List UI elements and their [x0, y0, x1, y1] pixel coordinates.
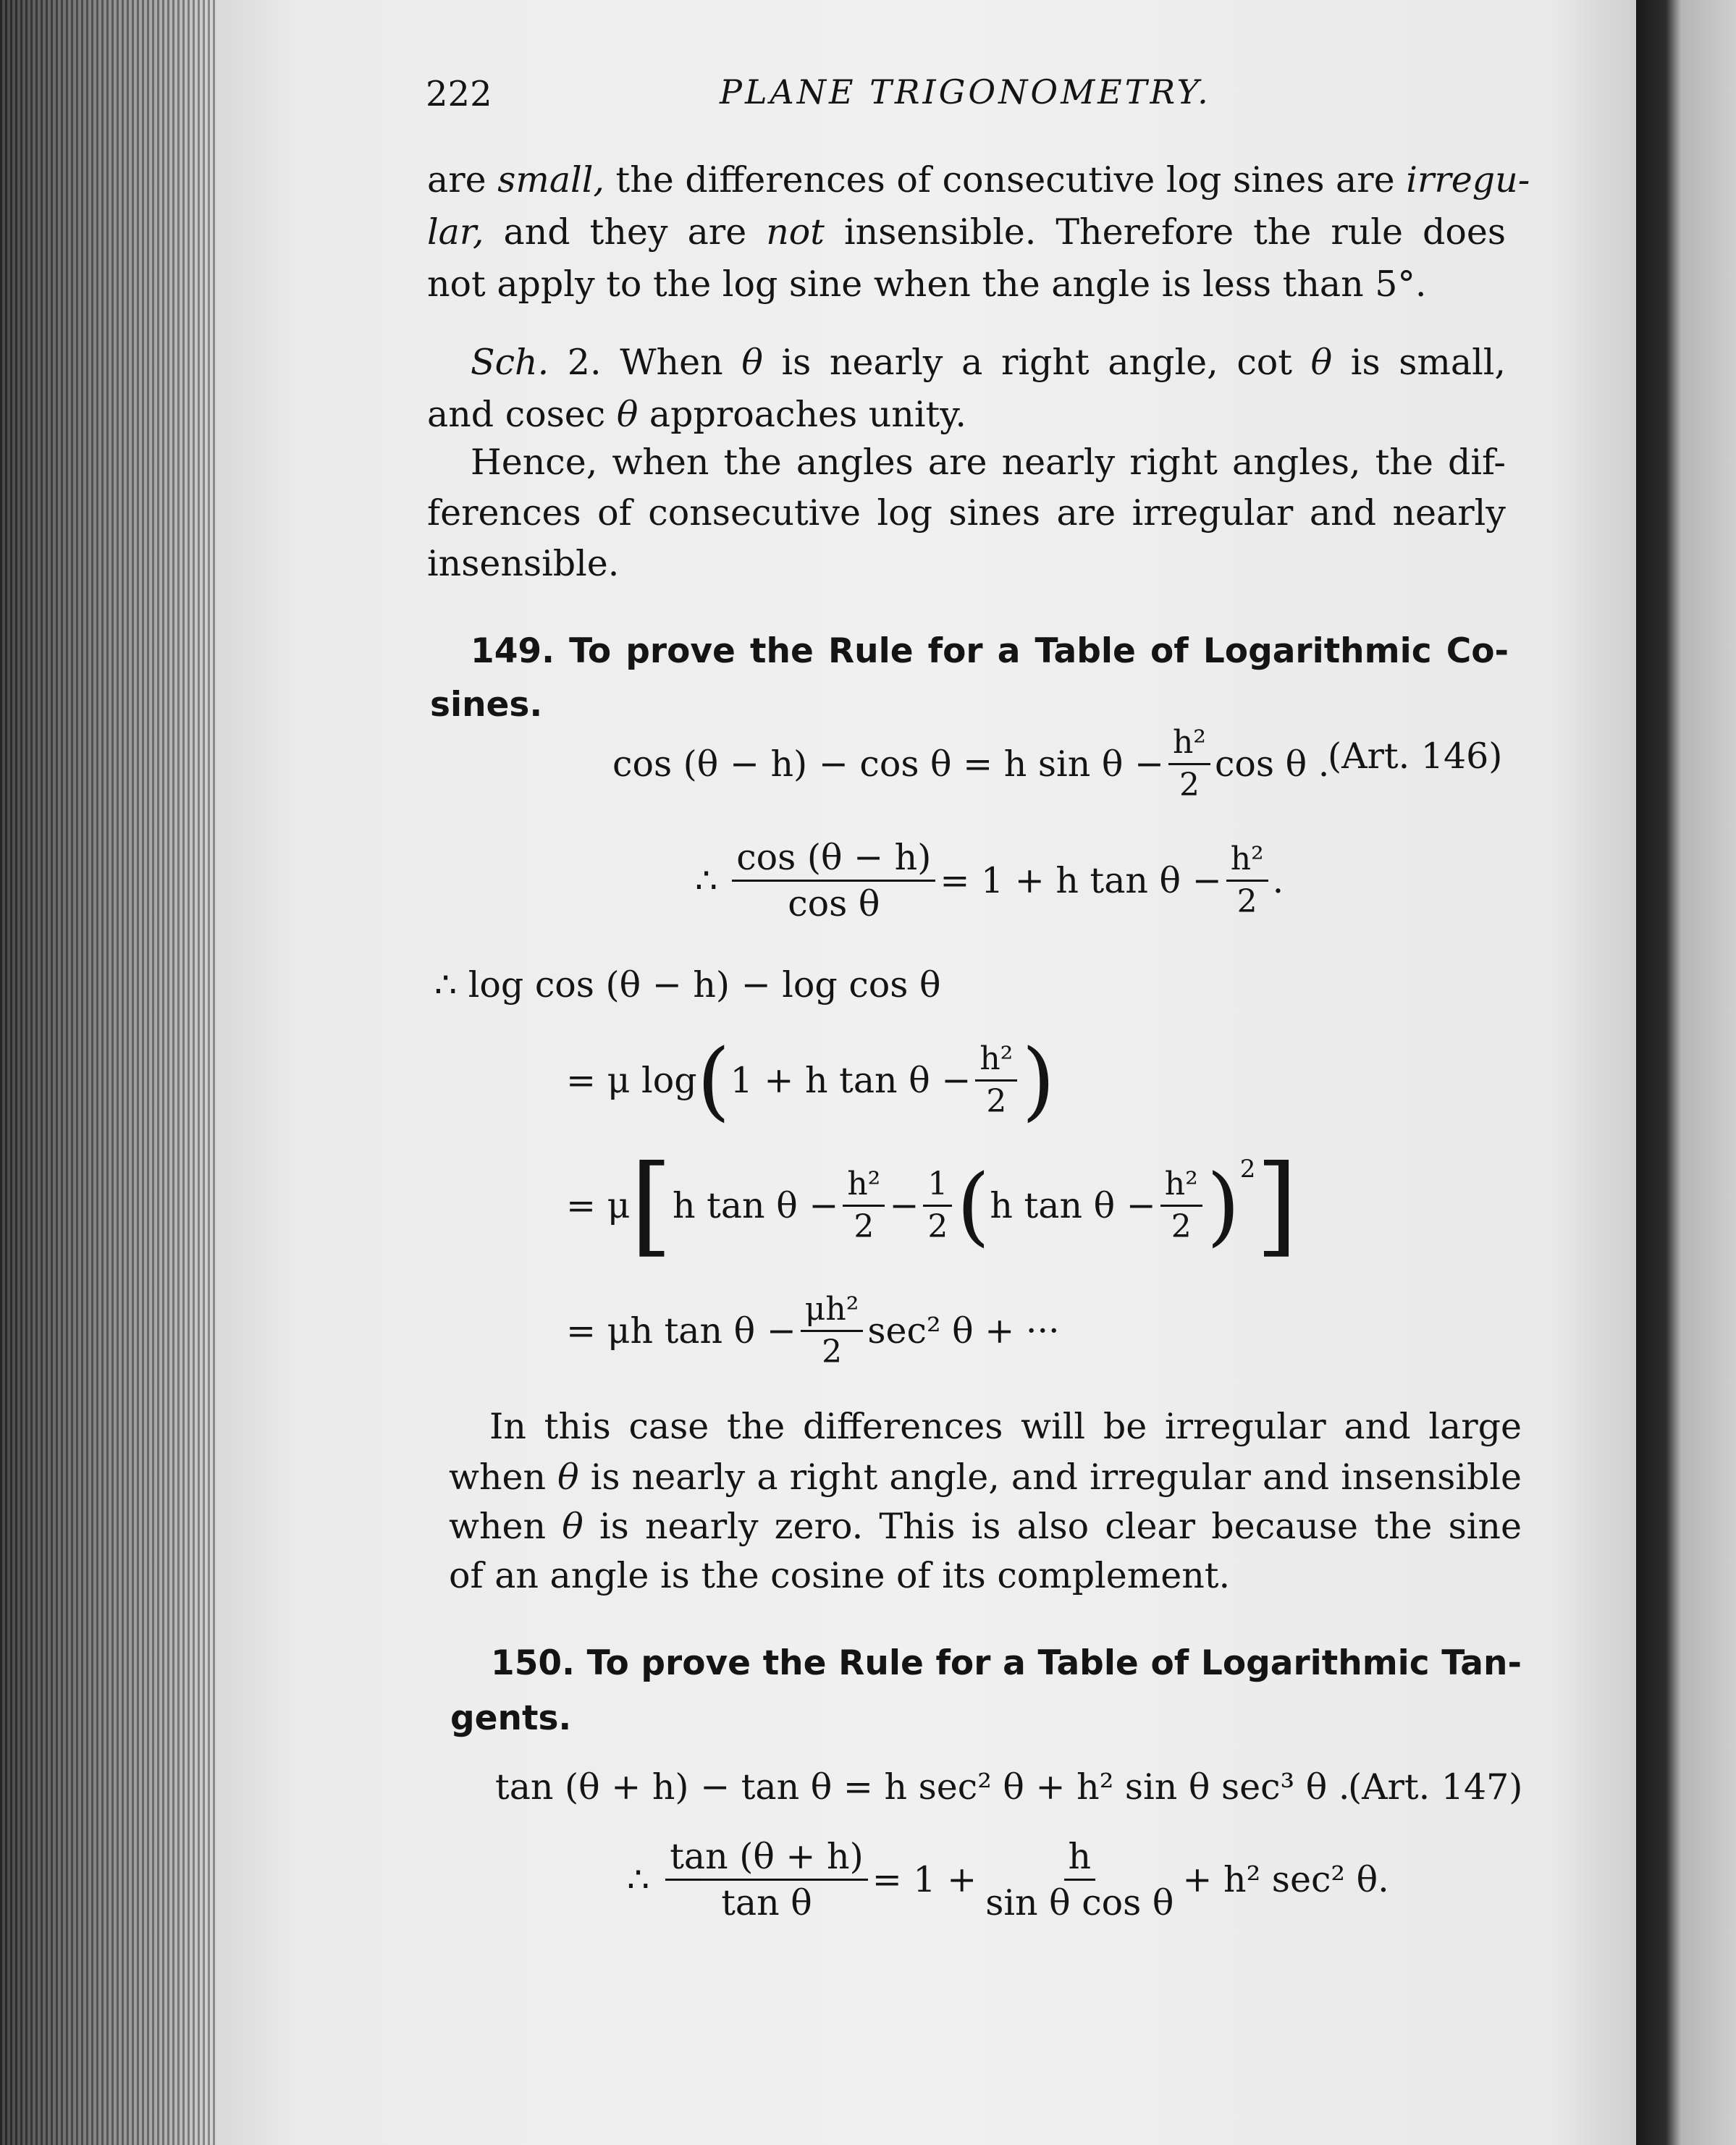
para4-line1: In this case the differences will be irregular and large	[489, 1406, 1522, 1447]
equation-149-c-line1: ∴ log cos (θ − h) − log cos θ	[434, 964, 941, 1006]
para3-line2: ferences of consecutive log sines are irregular and nearly	[427, 492, 1506, 534]
page-right-edge	[1636, 0, 1736, 2145]
sch2-line2: and cosec θ approaches unity.	[427, 394, 966, 435]
section-150-heading-cont: gents.	[450, 1698, 572, 1738]
para4-line4: of an angle is the cosine of its complement.	[449, 1555, 1231, 1596]
equation-149-c-line2: = μ log ( 1 + h tan θ − $\frac{\text{h²}}{2}$ )	[566, 1030, 1055, 1130]
equation-149-b: ∴ $\frac{\cos (\theta - h)}{\text{cos θ}}$ = 1 + h tan θ − $\frac{\text{h²}}{2}$ .	[695, 836, 1284, 924]
equation-149-a: cos (θ − h) − cos θ = h sin θ − $\frac{\text{h²}}{2}$ cos θ .	[612, 723, 1330, 804]
equation-150-a: tan (θ + h) − tan θ = h sec² θ + h² sin θ sec³ θ .	[495, 1766, 1350, 1808]
para3-line1: Hence, when the angles are nearly right angles, the dif-	[471, 442, 1506, 483]
equation-149-c-line4: = μh tan θ − $\frac{\text{μh²}}{2}$ sec² θ + ···	[566, 1290, 1060, 1370]
book-edge	[0, 0, 217, 2145]
para3-line3: insensible.	[427, 543, 620, 584]
sch2-line1: Sch. 2. When θ is nearly a right angle, cot θ is small,	[471, 342, 1506, 383]
para4-line2: when θ is nearly a right angle, and irregular and insensible	[449, 1457, 1522, 1498]
equation-150-a-ref: (Art. 147)	[1348, 1766, 1523, 1808]
equation-150-b: ∴ $\frac{\tan (\theta + h)}{\text{tan θ}}$ = 1 + $\frac{h}{\text{sin θ cos θ}}$ + h² sec² θ.	[627, 1835, 1389, 1923]
section-149-heading-cont: sines.	[430, 685, 543, 725]
para1-line3: not apply to the log sine when the angle is less than 5°.	[427, 264, 1427, 305]
section-150-heading: 150. To prove the Rule for a Table of Logarithmic Tan-	[491, 1643, 1522, 1683]
equation-149-a-ref: (Art. 146)	[1328, 736, 1503, 777]
page-number: 222	[426, 74, 492, 114]
para1-line1: are small, the differences of consecutive log sines are irregu-	[427, 159, 1530, 201]
para1-line2: lar, and they are not insensible. Therefore the rule does	[427, 211, 1506, 253]
running-title: PLANE TRIGONOMETRY.	[720, 72, 1211, 111]
section-149-heading: 149. To prove the Rule for a Table of Logarithmic Co-	[471, 631, 1509, 671]
para4-line3: when θ is nearly zero. This is also clear because the sine	[449, 1506, 1522, 1547]
equation-149-c-line3: = μ [ h tan θ − $\frac{\text{h²}}{2}$ − $\frac{1}{2}$ ( h tan θ − $\frac{\text{h²}}{2}$ ) 2 ]	[566, 1142, 1298, 1268]
